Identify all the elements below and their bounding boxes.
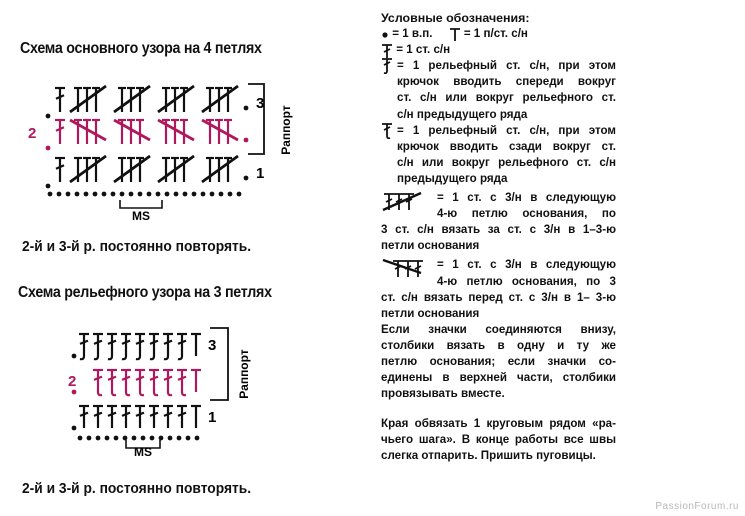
d1-foundation-chain-12 — [147, 192, 152, 197]
d2-row-label-3: 3 — [208, 337, 217, 354]
chain-stitch-icon — [381, 28, 389, 40]
d2-row3-stitch-8 — [177, 334, 187, 359]
half-double-crochet-icon — [449, 27, 461, 41]
d1-foundation-chain-16 — [183, 192, 188, 197]
d1-foundation-chain-8 — [111, 192, 116, 197]
d2-row3-stitch-6 — [149, 334, 159, 359]
d2-row2-stitch-1 — [93, 370, 103, 395]
d2-foundation-chain-1 — [78, 436, 83, 441]
d1-foundation-chain-22 — [237, 192, 242, 197]
d2-row1-stitch-7 — [163, 406, 173, 428]
legend — [381, 10, 616, 465]
d2-ms-label: MS — [134, 445, 152, 459]
front-post-dc-icon — [381, 56, 393, 74]
d2-row1-stitch-4 — [121, 406, 131, 428]
d2-foundation-chain-11 — [168, 436, 173, 441]
d1-foundation-chain-15 — [174, 192, 179, 197]
d2-row3-end-hdc — [191, 334, 201, 356]
d1-row1-turning-chain — [46, 184, 51, 189]
d2-row2-end-hdc — [191, 370, 201, 392]
d1-foundation-chain-20 — [219, 192, 224, 197]
crossed-stitch-front-icon — [381, 257, 431, 279]
d2-row3-stitch-2 — [93, 334, 103, 359]
d1-row1-cross-3 — [158, 156, 194, 182]
legend-line-chain-hdc: = 1 в.п. = 1 п/ст. с/н — [381, 26, 616, 42]
diagram1-title: Схема основного узора на 4 петлях — [20, 40, 262, 57]
d2-repeat-label: Раппорт — [237, 349, 251, 399]
legend-item-back-post: = 1 рельефный ст. с/н, при этом крючок вводить сзади вокруг ст. с/н или вокруг рельефного ст. с/н предыдущего ряда — [381, 123, 616, 187]
d1-foundation-chain-18 — [201, 192, 206, 197]
d2-foundation-chain-10 — [159, 436, 164, 441]
back-post-dc-icon — [381, 121, 393, 139]
legend-note-joining: Если значки соединяются внизу, столбики вязать в одну и ту же петлю основания; если значки со- единены в верхней части, столбики провязывать вместе. — [381, 322, 616, 401]
legend-final-note: Края обвязать 1 круговым рядом «ра- чьего шага». В конце работы все швы слегка отпарить. Пришить пуговицы. — [381, 417, 616, 463]
d1-row-label-1: 1 — [256, 165, 265, 182]
d2-row3-stitch-4 — [121, 334, 131, 359]
d1-row2-turning-chain — [46, 146, 51, 151]
d2-row3-stitch-7 — [163, 334, 173, 359]
d2-row1-stitch-5 — [135, 406, 145, 428]
d1-row1-cross-4 — [202, 156, 238, 182]
diagram2-note: 2-й и 3-й р. постоянно повторять. — [22, 480, 252, 497]
d1-foundation-chain-9 — [120, 192, 125, 197]
d1-foundation-chain-17 — [192, 192, 197, 197]
d1-repeat-label: Раппорт — [279, 105, 293, 155]
d2-row2-stitch-2 — [107, 370, 117, 395]
diagram2-chart — [60, 318, 300, 468]
d1-row2-cross-2 — [114, 120, 150, 144]
d2-row2-turning-chain — [72, 390, 77, 395]
d2-foundation-chain-7 — [132, 436, 137, 441]
d2-row1-stitch-2 — [93, 406, 103, 428]
d1-row2-cross-4 — [202, 120, 238, 144]
d1-row2-cross-1 — [70, 120, 106, 144]
d1-row2-edge-stitch — [55, 120, 65, 144]
d1-row1-cross-2 — [114, 156, 150, 182]
d2-row1-stitch-8 — [177, 406, 187, 428]
d1-row2-cross-3 — [158, 120, 194, 144]
d1-row-label-2: 2 — [28, 125, 37, 142]
d2-row-label-2: 2 — [68, 373, 77, 390]
d2-row2-stitch-3 — [121, 370, 131, 395]
d2-foundation-chain-2 — [87, 436, 92, 441]
d2-row2-stitch-5 — [149, 370, 159, 395]
d2-row2-stitch-6 — [163, 370, 173, 395]
d2-row1-stitch-6 — [149, 406, 159, 428]
d2-row1-turning-chain — [72, 426, 77, 431]
legend-item-crossed-behind: = 1 ст. с 3/н в следующую 4-ю петлю основания, по 3 ст. с/н вязать за ст. с 3/н в 1–3-ю петли основания — [381, 191, 616, 253]
legend-item-front-post: = 1 рельефный ст. с/н, при этом крючок вводить спереди вокруг ст. с/н или вокруг рельефного ст. с/н предыдущего ряда — [381, 58, 616, 122]
d1-row1-cross-1 — [70, 156, 106, 182]
d1-ms-label: MS — [132, 209, 150, 223]
d1-foundation-chain-1 — [48, 192, 53, 197]
d1-row3-cross-2 — [114, 86, 150, 112]
d1-row1-edge-stitch — [55, 158, 65, 182]
d2-foundation-chain-13 — [186, 436, 191, 441]
d1-row-label-3: 3 — [256, 95, 265, 112]
crossed-stitch-behind-icon — [381, 190, 431, 212]
d2-row3-stitch-3 — [107, 334, 117, 359]
d1-foundation-chain-13 — [156, 192, 161, 197]
d1-foundation-chain-19 — [210, 192, 215, 197]
d2-row3-stitch-5 — [135, 334, 145, 359]
d1-foundation-chain-5 — [84, 192, 89, 197]
legend-heading: Условные обозначения: — [381, 11, 530, 25]
d2-foundation-chain-5 — [114, 436, 119, 441]
diagram2-title: Схема рельефного узора на 3 петлях — [18, 284, 272, 301]
d2-row2-stitch-7 — [177, 370, 187, 395]
d1-foundation-chain-6 — [93, 192, 98, 197]
d1-row3-cross-4 — [202, 86, 238, 112]
d1-foundation-chain-3 — [66, 192, 71, 197]
d1-foundation-chain-11 — [138, 192, 143, 197]
d1-row3-edge-stitch — [55, 88, 65, 112]
d2-row-label-1: 1 — [208, 409, 217, 426]
d2-foundation-chain-3 — [96, 436, 101, 441]
d1-row3-cross-1 — [70, 86, 106, 112]
d2-foundation-chain-9 — [150, 436, 155, 441]
d2-row1-end-hdc — [191, 406, 201, 428]
d2-foundation-chain-12 — [177, 436, 182, 441]
d2-row1-stitch-3 — [107, 406, 117, 428]
d1-row1-end-chain — [244, 176, 249, 181]
watermark: PassionForum.ru — [655, 501, 739, 512]
d2-foundation-chain-4 — [105, 436, 110, 441]
legend-item-crossed-front: = 1 ст. с 3/н в следующую 4-ю петлю основания, по 3 ст. с/н вязать перед ст. с 3/н в 1– 3-ю петли основания — [381, 258, 616, 320]
d1-foundation-chain-10 — [129, 192, 134, 197]
legend-line-dc: = 1 ст. с/н — [381, 42, 616, 58]
d2-row2-stitch-4 — [135, 370, 145, 395]
d1-foundation-chain-7 — [102, 192, 107, 197]
d1-row2-end-chain — [244, 138, 249, 143]
d1-row3-end-chain — [244, 106, 249, 111]
d1-foundation-chain-2 — [57, 192, 62, 197]
d1-foundation-chain-14 — [165, 192, 170, 197]
d1-foundation-chain-21 — [228, 192, 233, 197]
d1-foundation-chain-4 — [75, 192, 80, 197]
d2-foundation-chain-14 — [195, 436, 200, 441]
d1-row3-turning-chain — [46, 114, 51, 119]
diagram1-chart — [28, 70, 328, 230]
diagram1-note: 2-й и 3-й р. постоянно повторять. — [22, 238, 252, 255]
d2-row3-turning-chain — [72, 354, 77, 359]
d2-foundation-chain-8 — [141, 436, 146, 441]
d2-row1-stitch-1 — [79, 406, 89, 428]
d2-foundation-chain-6 — [123, 436, 128, 441]
d2-row3-stitch-1 — [79, 334, 89, 359]
d1-ms-bracket — [120, 200, 162, 208]
d1-row3-cross-3 — [158, 86, 194, 112]
